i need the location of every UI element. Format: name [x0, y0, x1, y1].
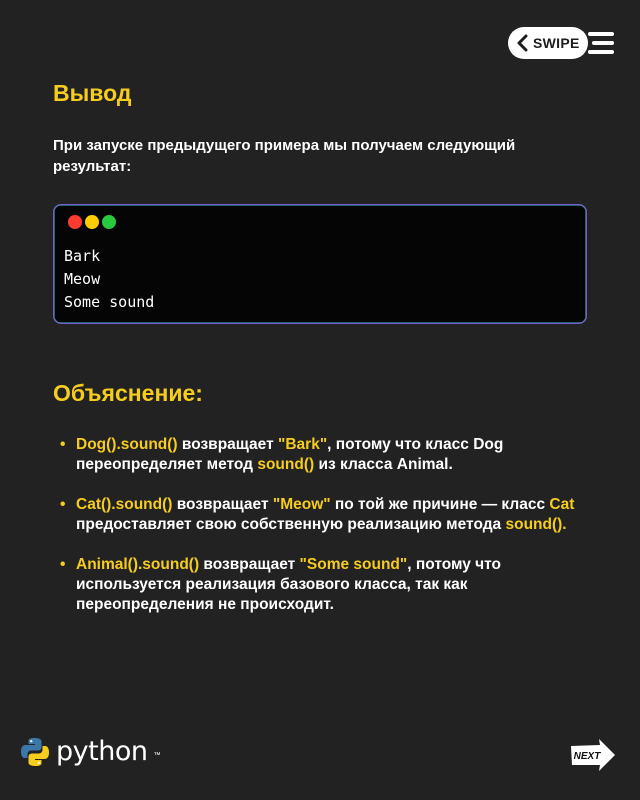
highlighted-code: "Bark" [278, 436, 328, 453]
list-text-segment: из класса Animal. [314, 456, 453, 473]
next-arrow-icon [569, 738, 617, 772]
trademark-mark: ™ [153, 752, 161, 759]
section-title-explanation: Объяснение: [53, 380, 203, 406]
swipe-label: SWIPE [533, 35, 580, 51]
highlighted-code: Animal().sound() [76, 556, 200, 573]
list-item [60, 555, 580, 615]
highlighted-code: Cat().sound() [76, 496, 173, 513]
intro-text: При запуске предыдущего примера мы получаем следующий результат: [53, 137, 516, 175]
explanation-list [60, 435, 580, 635]
list-text-segment: , потому что используется реализация базового класса, так как переопределения не происходит. [76, 556, 502, 613]
python-snake-icon [20, 737, 50, 767]
highlighted-code: Cat [549, 496, 575, 513]
bullet-icon: • [60, 496, 66, 513]
highlighted-code: sound(). [505, 516, 567, 533]
terminal-window [53, 204, 587, 324]
list-item-text [76, 496, 574, 533]
next-label: NEXT [573, 751, 601, 762]
list-text-segment: предоставляет свою собственную реализацию метода [76, 516, 506, 533]
terminal-output [64, 245, 154, 314]
next-button[interactable] [569, 738, 617, 777]
window-controls [68, 215, 116, 229]
terminal-line: Meow [64, 270, 101, 288]
list-text-segment: возвращает [172, 496, 273, 513]
list-item-text [76, 436, 503, 473]
highlighted-code: "Meow" [272, 496, 331, 513]
highlighted-code: sound() [257, 456, 315, 473]
python-wordmark: python [56, 736, 148, 767]
list-item-text [76, 556, 501, 613]
list-item [60, 495, 580, 535]
menu-lines-icon [588, 31, 616, 55]
swipe-pill [508, 27, 588, 59]
list-item [60, 435, 580, 475]
maximize-dot-icon [102, 215, 116, 229]
chevron-left-icon [516, 34, 530, 52]
list-text-segment: возвращает [199, 556, 300, 573]
terminal-line: Bark [64, 247, 101, 265]
close-dot-icon [68, 215, 82, 229]
swipe-indicator[interactable] [508, 27, 616, 59]
highlighted-code: "Some sound" [299, 556, 408, 573]
bullet-icon: • [60, 556, 66, 573]
list-text-segment: по той же причине — класс [330, 496, 550, 513]
list-text-segment: , потому что класс Dog переопределяет метод [76, 436, 504, 473]
list-text-segment: возвращает [177, 436, 278, 453]
python-logo [20, 736, 160, 767]
minimize-dot-icon [85, 215, 99, 229]
terminal-line: Some sound [64, 293, 155, 311]
section-title-output: Вывод [53, 80, 132, 106]
bullet-icon: • [60, 436, 66, 453]
highlighted-code: Dog().sound() [76, 436, 178, 453]
